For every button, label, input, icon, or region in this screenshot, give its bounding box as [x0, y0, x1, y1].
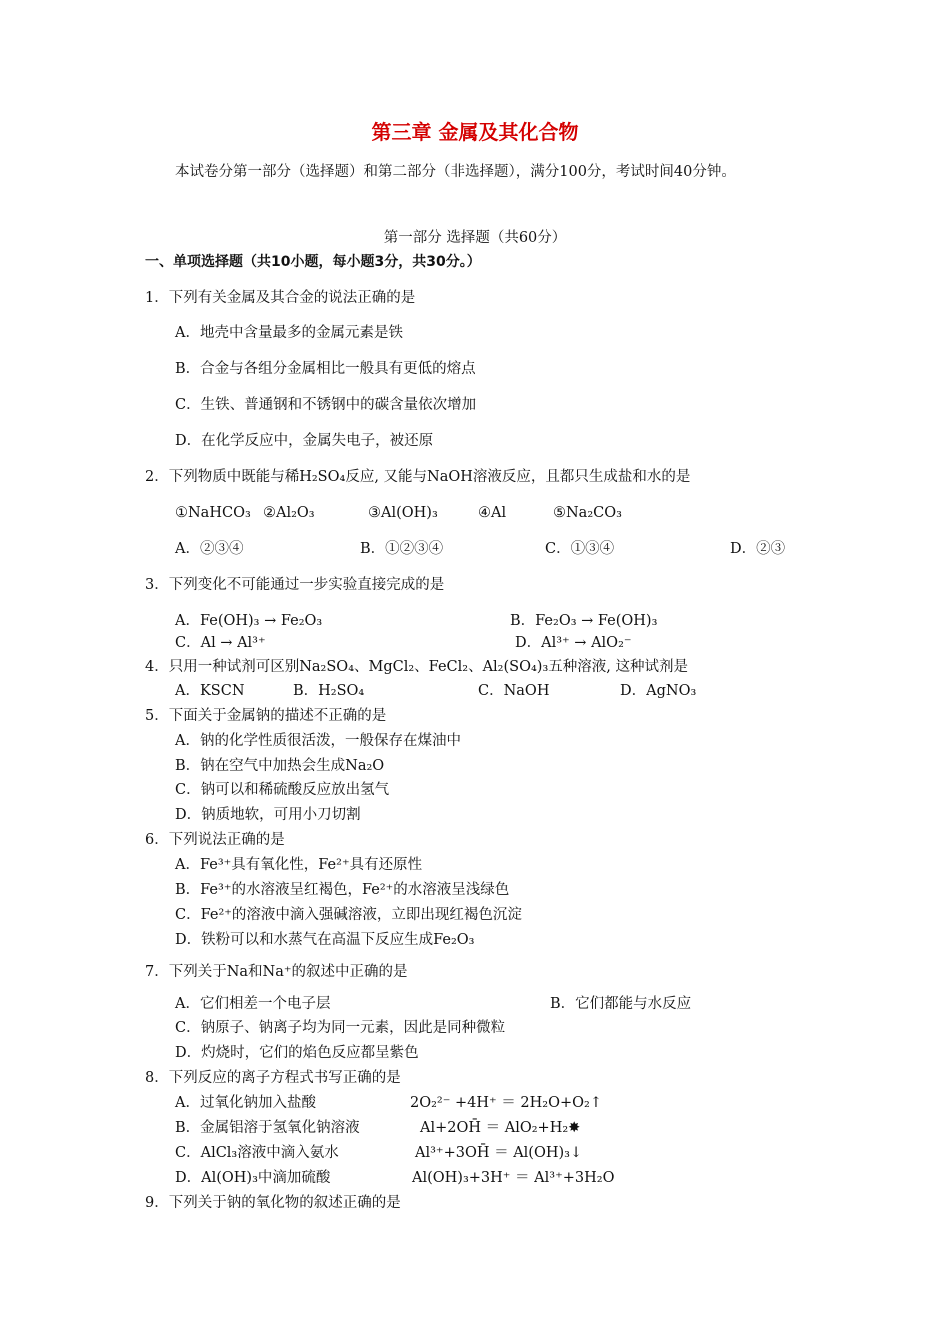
- q7-option-b: B．它们都能与水反应: [550, 996, 692, 1012]
- q5-option-c: C．钠可以和稀硫酸反应放出氢气: [175, 782, 390, 798]
- q2-stem: 2．下列物质中既能与稀H₂SO₄反应, 又能与NaOH溶液反应，且都只生成盐和水的是: [145, 469, 691, 485]
- q4-stem: 4．只用一种试剂可区别Na₂SO₄、MgCl₂、FeCl₂、Al₂(SO₄)₃五种溶液, 这种试剂是: [145, 659, 688, 675]
- q6-option-b: B．Fe³⁺的水溶液呈红褐色，Fe²⁺的水溶液呈浅绿色: [175, 882, 510, 898]
- part1-heading: 第一部分 选择题（共60分）: [383, 230, 567, 246]
- q3-option-b: B．Fe₂O₃ → Fe(OH)₃: [510, 613, 658, 629]
- page-title: 第三章 金属及其化合物: [371, 120, 579, 144]
- q7-option-a: A．它们相差一个电子层: [175, 996, 331, 1012]
- q4-option-c: C．NaOH: [478, 683, 550, 699]
- q8-option-b-label: B．金属铝溶于氢氧化钠溶液: [175, 1120, 360, 1136]
- q8-option-a-label: A．过氧化钠加入盐酸: [175, 1095, 316, 1111]
- q2-option-b: B．①②③④: [360, 541, 444, 557]
- q8-option-d-label: D．Al(OH)₃中滴加硫酸: [175, 1170, 331, 1186]
- q6-option-c: C．Fe²⁺的溶液中滴入强碱溶液，立即出现红褐色沉淀: [175, 907, 522, 923]
- q2-item-3: ③Al(OH)₃: [368, 505, 438, 521]
- q5-option-a: A．钠的化学性质很活泼，一般保存在煤油中: [175, 733, 461, 749]
- q7-stem: 7．下列关于Na和Na⁺的叙述中正确的是: [145, 964, 408, 980]
- q5-option-d: D．钠质地软，可用小刀切割: [175, 807, 361, 823]
- q2-option-c: C．①③④: [545, 541, 615, 557]
- intro-text: 本试卷分第一部分（选择题）和第二部分（非选择题），满分100分，考试时间40分钟。: [175, 164, 736, 180]
- q7-option-c: C．钠原子、钠离子均为同一元素，因此是同种微粒: [175, 1020, 506, 1036]
- q8-option-c-label: C．AlCl₃溶液中滴入氨水: [175, 1145, 339, 1161]
- q8-option-a-equation: 2O₂²⁻ +4H⁺ ＝ 2H₂O+O₂↑: [410, 1095, 602, 1111]
- q4-option-a: A．KSCN: [175, 683, 245, 699]
- q1-option-c: C．生铁、普通钢和不锈钢中的碳含量依次增加: [175, 397, 477, 413]
- q8-option-c-equation: Al³⁺+3OH̄ ＝ Al(OH)₃↓: [415, 1145, 583, 1161]
- q3-option-a: A．Fe(OH)₃ → Fe₂O₃: [175, 613, 323, 629]
- q5-stem: 5．下面关于金属钠的描述不正确的是: [145, 708, 387, 724]
- q3-stem: 3．下列变化不可能通过一步实验直接完成的是: [145, 577, 445, 593]
- q2-item-1: ①NaHCO₃: [175, 505, 251, 521]
- q5-option-b: B．钠在空气中加热会生成Na₂O: [175, 758, 385, 774]
- q8-option-b-equation: Al+2OH̄ ＝ AlO₂+H₂✸: [420, 1120, 581, 1136]
- q2-item-2: ②Al₂O₃: [263, 505, 315, 521]
- q8-stem: 8．下列反应的离子方程式书写正确的是: [145, 1070, 401, 1086]
- section1-heading: 一、单项选择题（共10小题，每小题3分，共30分。）: [145, 254, 481, 270]
- q1-option-a: A．地壳中含量最多的金属元素是铁: [175, 325, 403, 341]
- q1-option-d: D．在化学反应中，金属失电子，被还原: [175, 433, 434, 449]
- q9-stem: 9．下列关于钠的氧化物的叙述正确的是: [145, 1195, 401, 1211]
- q2-item-4: ④Al: [478, 505, 507, 521]
- q4-option-d: D．AgNO₃: [620, 683, 697, 699]
- q4-option-b: B．H₂SO₄: [293, 683, 365, 699]
- q6-option-d: D．铁粉可以和水蒸气在高温下反应生成Fe₂O₃: [175, 932, 475, 948]
- q3-option-c: C．Al → Al³⁺: [175, 635, 266, 651]
- q2-option-d: D．②③: [730, 541, 786, 557]
- q7-option-d: D．灼烧时，它们的焰色反应都呈紫色: [175, 1045, 419, 1061]
- q1-option-b: B．合金与各组分金属相比一般具有更低的熔点: [175, 361, 476, 377]
- q2-item-5: ⑤Na₂CO₃: [553, 505, 622, 521]
- q6-option-a: A．Fe³⁺具有氧化性，Fe²⁺具有还原性: [175, 857, 423, 873]
- q6-stem: 6．下列说法正确的是: [145, 832, 285, 848]
- q2-option-a: A．②③④: [175, 541, 244, 557]
- q3-option-d: D．Al³⁺ → AlO₂⁻: [515, 635, 632, 651]
- q1-stem: 1．下列有关金属及其合金的说法正确的是: [145, 290, 416, 306]
- q8-option-d-equation: Al(OH)₃+3H⁺ ＝ Al³⁺+3H₂O: [412, 1170, 615, 1186]
